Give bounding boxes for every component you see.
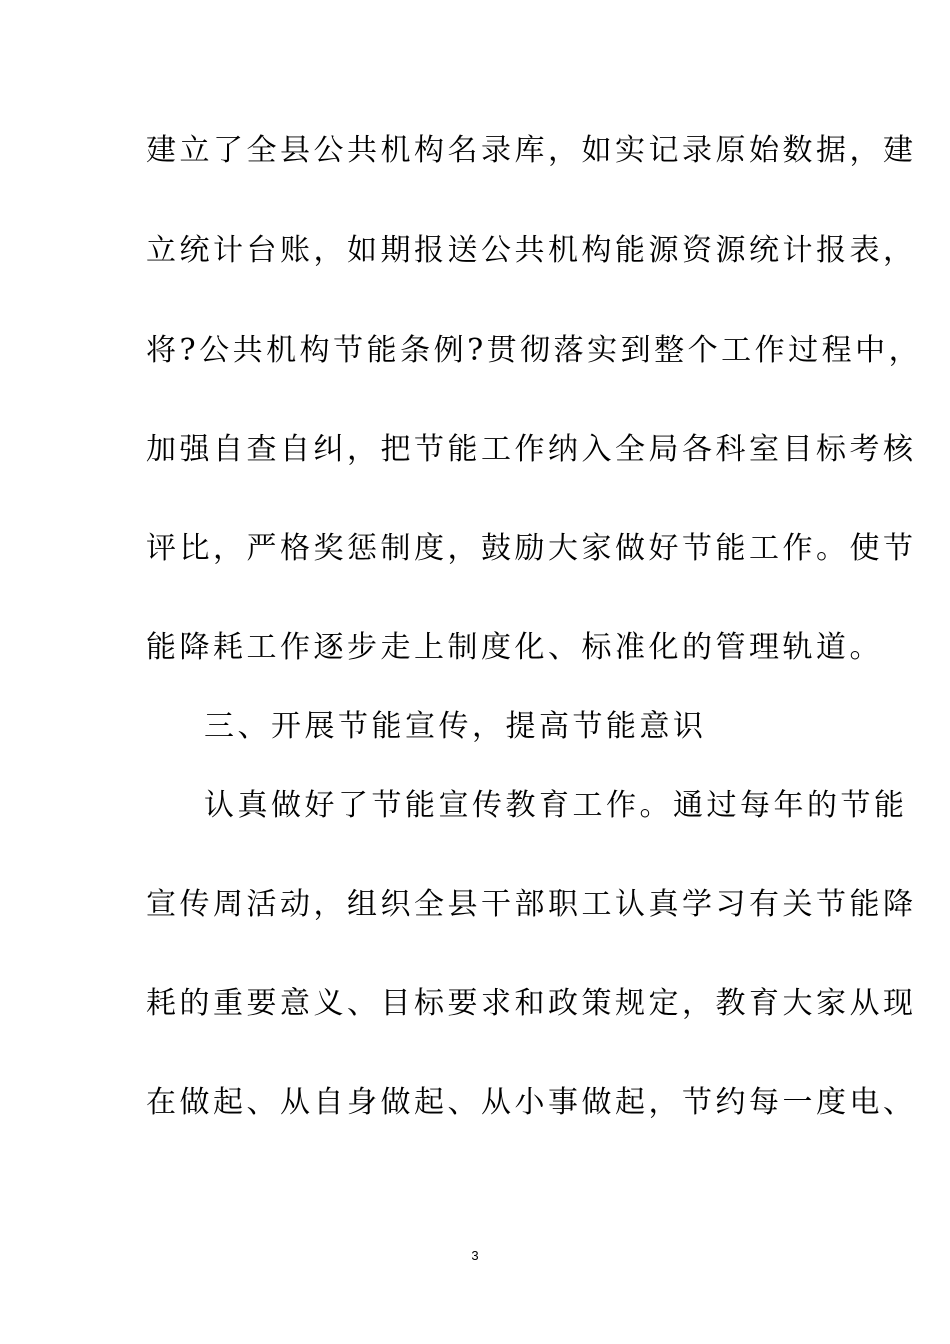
- body-text-line: 能降耗工作逐步走上制度化、标准化的管理轨道。: [146, 630, 883, 665]
- body-text-line: 在做起、从自身做起、从小事做起，节约每一度电、: [146, 1085, 917, 1120]
- section-heading: 三、开展节能宣传，提高节能意识: [204, 709, 707, 744]
- page-number: 3: [471, 1248, 479, 1263]
- body-text-line: 建立了全县公共机构名录库，如实记录原始数据，建: [146, 133, 917, 168]
- body-text-line: 评比，严格奖惩制度，鼓励大家做好节能工作。使节: [146, 531, 917, 566]
- body-text-line: 立统计台账，如期报送公共机构能源资源统计报表，: [146, 233, 917, 268]
- body-text-line: 耗的重要意义、目标要求和政策规定，教育大家从现: [146, 986, 917, 1021]
- body-text-line: 将?公共机构节能条例?贯彻落实到整个工作过程中，: [146, 333, 923, 368]
- body-text-line: 认真做好了节能宣传教育工作。通过每年的节能: [204, 788, 908, 823]
- body-text-line: 宣传周活动，组织全县干部职工认真学习有关节能降: [146, 887, 917, 922]
- body-text-line: 加强自查自纠，把节能工作纳入全局各科室目标考核: [146, 432, 917, 467]
